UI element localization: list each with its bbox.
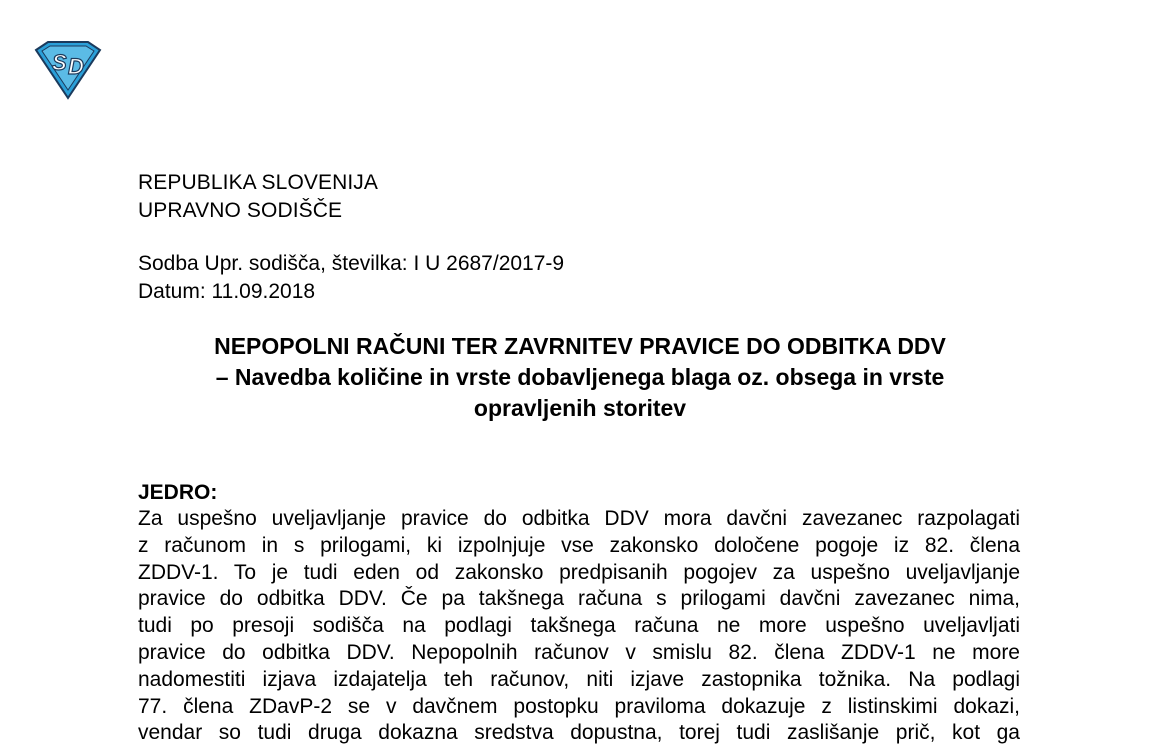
body-line: Za uspešno uveljavljanje pravice do odbitka DDV mora davčni zavezanec razpolagati: [138, 507, 1020, 530]
title-line-3: opravljenih storitev: [473, 395, 687, 421]
title-line-2: – Navedba količine in vrste dobavljenega blaga oz. obsega in vrste: [215, 364, 945, 390]
judgment-date: Datum: 11.09.2018: [138, 280, 316, 303]
logo-letter-d: D: [68, 54, 84, 79]
court-header: [138, 169, 378, 225]
body-line: nadomestiti izjava izdajatelja teh računov, niti izjave zastopnika tožnika. Na podlagi: [138, 667, 1020, 691]
body-line: z računom in s prilogami, ki izpolnjuje vse zakonsko določene pogoje iz 82. člena: [138, 533, 1020, 557]
judgment-meta: [138, 250, 564, 306]
body-line: pravice do odbitka DDV. Če pa takšnega računa s prilogami davčni zavezanec nima,: [138, 587, 1020, 611]
logo-letter-s: S: [52, 50, 67, 75]
body-line: 77. člena ZDavP-2 se v davčnem postopku praviloma dokazuje z listinskimi dokazi,: [138, 694, 1020, 718]
title-line-1: NEPOPOLNI RAČUNI TER ZAVRNITEV PRAVICE DO ODBITKA DDV: [214, 333, 946, 359]
shield-diamond-logo-icon: [30, 40, 104, 100]
document-title: [138, 331, 1022, 424]
jedro-heading: JEDRO:: [138, 481, 218, 504]
body-line: vendar so tudi druga dokazna sredstva dopustna, torej tudi zaslišanje prič, kot ga: [138, 721, 1020, 745]
court-name: UPRAVNO SODIŠČE: [138, 199, 343, 222]
jedro-body: [138, 506, 1020, 747]
case-number: Sodba Upr. sodišča, številka: I U 2687/2017-9: [138, 252, 565, 275]
country-name: REPUBLIKA SLOVENIJA: [138, 171, 378, 194]
body-line: tudi po presoji sodišča na podlagi takšnega računa ne more uspešno uveljavljati: [138, 614, 1020, 638]
body-line: pravice do odbitka DDV. Nepopolnih računov v smislu 82. člena ZDDV-1 ne more: [138, 640, 1020, 664]
court-logo: [30, 40, 104, 100]
body-line: ZDDV-1. To je tudi eden od zakonsko predpisanih pogojev za uspešno uveljavljanje: [138, 560, 1020, 584]
